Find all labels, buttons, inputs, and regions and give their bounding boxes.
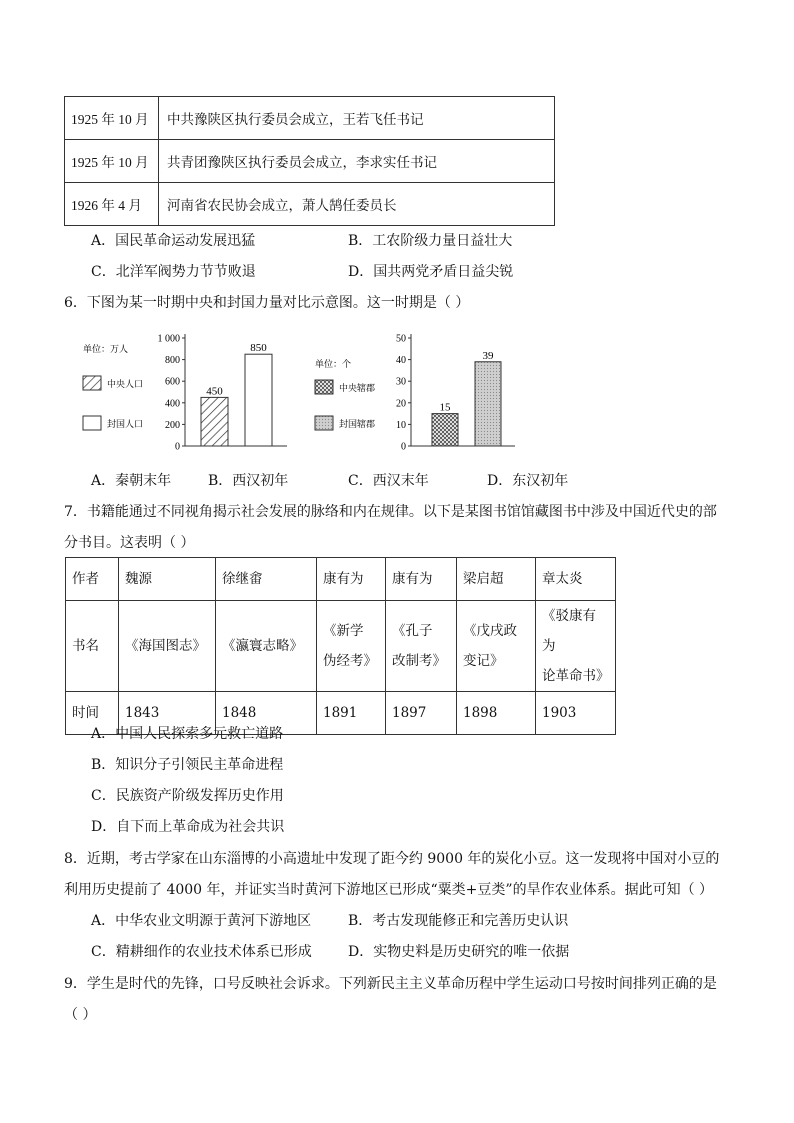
chart2-data-label: 39 <box>482 349 494 362</box>
table-cell-author: 魏源 <box>119 558 216 601</box>
table-row <box>66 558 616 601</box>
q6-option-d: D．东汉初年 <box>487 473 569 489</box>
table-cell-author: 徐继畬 <box>216 558 317 601</box>
q7-option-c: C．民族资产阶级发挥历史作用 <box>91 788 284 804</box>
table-cell-title <box>457 601 536 692</box>
book-table <box>65 557 616 735</box>
q6-charts <box>75 328 535 460</box>
table-cell-title <box>119 601 216 692</box>
chart1-y-tick-label: 800 <box>165 355 180 367</box>
title-line: 变记》 <box>463 653 504 669</box>
chart1-data-label: 450 <box>206 385 223 398</box>
q8-stem-line1: 8．近期，考古学家在山东淄博的小高遗址中发现了距今约 9000 年的炭化小豆。这一发现将中国对小豆的 <box>64 851 720 867</box>
q8-stem-line2: 利用历史提前了 4000 年，并证实当时黄河下游地区已形成“粟类+豆类”的旱作农业体系。据此可知（ ） <box>64 882 714 898</box>
q5-option-a: A．国民革命运动发展迅猛 <box>91 233 256 249</box>
chart1-legend-central: 中央人口 <box>107 380 144 390</box>
chart1-bar-2 <box>245 354 272 446</box>
chart1-y-tick-label: 400 <box>165 398 180 410</box>
event-table <box>64 96 555 226</box>
table-cell-year: 1897 <box>386 692 457 735</box>
chart2-legend-swatch-fief <box>315 416 333 430</box>
q9-stem-line2: （ ） <box>64 1007 97 1023</box>
chart1-y-tick-label: 0 <box>175 441 180 453</box>
chart2-y-tick-label: 50 <box>396 333 406 345</box>
table-header-author: 作者 <box>66 558 119 601</box>
q5-option-b: B．工农阶级力量日益壮大 <box>348 233 513 249</box>
title-line: 《戊戌政 <box>463 623 517 639</box>
q7-option-a: A．中国人民探索多元救亡道路 <box>91 726 284 742</box>
title-line: 伪经考》 <box>323 653 377 669</box>
chart1-data-label: 850 <box>250 342 267 355</box>
table-header-title: 书名 <box>66 601 119 692</box>
chart1-bar-1 <box>201 397 228 446</box>
table-row <box>65 140 555 183</box>
q5-option-d: D．国共两党矛盾日益尖锐 <box>348 264 514 280</box>
table-cell-year: 1898 <box>457 692 536 735</box>
chart2-y-tick-label: 40 <box>396 355 406 367</box>
chart2-legend-swatch-central <box>315 380 333 394</box>
title-line: 《新学 <box>323 623 364 639</box>
table-cell-author: 康有为 <box>317 558 386 601</box>
table-cell-title <box>317 601 386 692</box>
table-cell-event: 河南省农民协会成立，萧人鹄任委员长 <box>159 183 555 226</box>
table-cell-title <box>536 601 616 692</box>
table-row <box>65 183 555 226</box>
table-cell-year: 1903 <box>536 692 616 735</box>
chart1-y-tick-label: 600 <box>165 376 180 388</box>
q6-stem: 6．下图为某一时期中央和封国力量对比示意图。这一时期是（ ） <box>64 295 470 311</box>
chart1-y-tick-label: 1 000 <box>157 333 180 345</box>
title-line: 论革命书》 <box>542 668 610 684</box>
title-line: 《瀛寰志略》 <box>222 638 303 654</box>
chart2-unit-label: 单位：个 <box>315 360 352 370</box>
chart2-data-label: 15 <box>439 401 451 414</box>
title-line: 改制考》 <box>392 653 446 669</box>
q7-stem-line2: 分书目。这表明（ ） <box>64 535 195 551</box>
chart1-legend-fief: 封国人口 <box>107 420 144 430</box>
table-row <box>65 97 555 140</box>
table-cell-event: 中共豫陕区执行委员会成立，王若飞任书记 <box>159 97 555 140</box>
table-cell-date: 1925 年 10 月 <box>65 140 159 183</box>
table-cell-author: 章太炎 <box>536 558 616 601</box>
q6-option-b: B．西汉初年 <box>208 473 289 489</box>
table-cell-date: 1925 年 10 月 <box>65 97 159 140</box>
q7-option-d: D．自下而上革命成为社会共识 <box>91 819 285 835</box>
chart2-bar-2 <box>475 362 501 446</box>
q6-option-a: A．秦朝末年 <box>91 473 172 489</box>
table-header-time: 时间 <box>66 692 119 735</box>
title-line: 《海国图志》 <box>125 638 206 654</box>
q8-option-b: B．考古发现能修正和完善历史认识 <box>348 913 569 929</box>
title-line: 《驳康有为 <box>542 608 596 654</box>
table-cell-author: 梁启超 <box>457 558 536 601</box>
chart1-y-tick-label: 200 <box>165 419 180 431</box>
table-cell-year: 1891 <box>317 692 386 735</box>
chart2-y-tick-label: 30 <box>396 376 406 388</box>
q8-option-c: C．精耕细作的农业技术体系已形成 <box>91 944 312 960</box>
table-cell-date: 1926 年 4 月 <box>65 183 159 226</box>
q8-option-d: D．实物史料是历史研究的唯一依据 <box>348 944 570 960</box>
chart2-y-tick-label: 0 <box>401 441 406 453</box>
chart2-legend-central: 中央辖郡 <box>339 384 376 394</box>
q5-option-c: C．北洋军阀势力节节败退 <box>91 264 256 280</box>
table-row <box>66 601 616 692</box>
chart1-unit-label: 单位：万人 <box>83 345 129 355</box>
chart2-legend-fief: 封国辖郡 <box>339 420 376 430</box>
q7-option-b: B．知识分子引领民主革命进程 <box>91 757 284 773</box>
chart-1 <box>83 334 287 453</box>
table-cell-author: 康有为 <box>386 558 457 601</box>
q8-option-a: A．中华农业文明源于黄河下游地区 <box>91 913 312 929</box>
table-cell-title <box>386 601 457 692</box>
q6-option-c: C．西汉末年 <box>348 473 429 489</box>
chart-2 <box>315 334 515 453</box>
chart1-legend-swatch-central <box>83 376 101 390</box>
table-cell-event: 共青团豫陕区执行委员会成立，李求实任书记 <box>159 140 555 183</box>
q7-stem-line1: 7．书籍能通过不同视角揭示社会发展的脉络和内在规律。以下是某图书馆馆藏图书中涉及中国近代史的部 <box>64 504 717 520</box>
chart2-bar-1 <box>432 414 458 446</box>
chart1-legend-swatch-fief <box>83 416 101 430</box>
table-cell-title <box>216 601 317 692</box>
chart2-y-tick-label: 10 <box>396 419 406 431</box>
table-cell-year: 1843 <box>119 692 216 735</box>
q9-stem-line1: 9．学生是时代的先锋，口号反映社会诉求。下列新民主主义革命历程中学生运动口号按时间排列正确的是 <box>64 976 717 992</box>
title-line: 《孔子 <box>392 623 433 639</box>
chart2-y-tick-label: 20 <box>396 398 406 410</box>
table-cell-year: 1848 <box>216 692 317 735</box>
